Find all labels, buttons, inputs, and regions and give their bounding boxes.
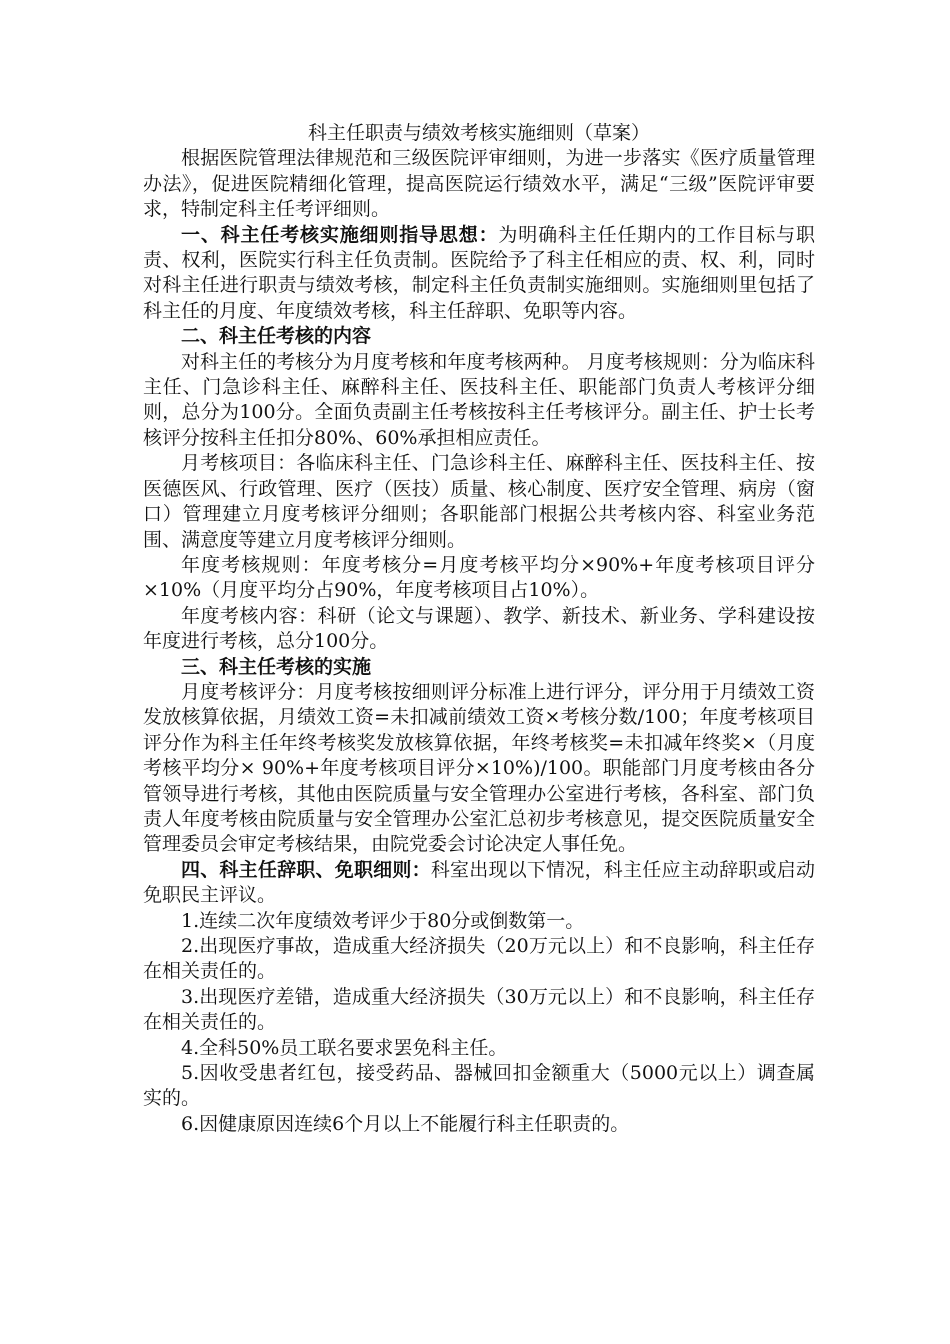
section1-body: 为明确科主任任期内的工作目标与职责、权利，医院实行科主任负责制。医院给予了科主任相应的责、权、利，同时对科主任进行职责与绩效考核，制定科主任负责制实施细则。实施细则里包括了科主任的月度、年度绩效考核，科主任辞职、免职等内容。	[143, 223, 815, 322]
section1-paragraph	[143, 223, 815, 325]
document-body	[143, 121, 815, 1137]
list-item: 3.出现医疗差错，造成重大经济损失（30万元以上）和不良影响，科主任存在相关责任的。	[143, 985, 815, 1034]
section4-paragraph	[143, 858, 815, 909]
section3-paragraph-1: 月度考核评分：月度考核按细则评分标准上进行评分，评分用于月绩效工资发放核算依据，月绩效工资=未扣减前绩效工资×考核分数/100；年度考核项目评分作为科主任年终考核奖发放核算依据，年终考核奖=未扣减年终奖×（月度考核平均分× 90%+年度考核项目评分×10%)/100。职能部门月度考核由各分管领导进行考核，其他由医院质量与安全管理办公室进行考核，各科室、部门负责人年度考核由院质量与安全管理办公室汇总初步考核意见，提交医院质量安全管理委员会审定考核结果，由院党委会讨论决定人事任免。	[143, 680, 815, 856]
list-item: 4.全科50%员工联名要求罢免科主任。	[181, 1036, 508, 1059]
list-item: 5.因收受患者红包，接受药品、器械回扣金额重大（5000元以上）调查属实的。	[143, 1062, 815, 1110]
list-item: 2.出现医疗事故，造成重大经济损失（20万元以上）和不良影响，科主任存在相关责任的。	[143, 935, 815, 983]
section4-body: 科室出现以下情况，科主任应主动辞职或启动免职民主评议。	[143, 858, 815, 907]
list-item: 6.因健康原因连续6个月以上不能履行科主任职责的。	[181, 1112, 630, 1135]
intro-paragraph: 根据医院管理法律规范和三级医院评审细则，为进一步落实《医疗质量管理办法》，促进医院精细化管理，提高医院运行绩效水平，满足“三级”医院评审要求，特制定科主任考评细则。	[143, 147, 815, 221]
document-title: 科主任职责与绩效考核实施细则（草案）	[307, 122, 650, 144]
section2-paragraph-3: 年度考核规则：年度考核分=月度考核平均分×90%+年度考核项目评分×10%（月度平均分占90%，年度考核项目占10%）。	[143, 553, 815, 602]
section2-heading: 二、科主任考核的内容	[181, 325, 372, 348]
section2-paragraph-1: 对科主任的考核分为月度考核和年度考核两种。 月度考核规则：分为临床科主任、门急诊科主任、麻醉科主任、医技科主任、职能部门负责人考核评分细则，总分为100分。全面负责副主任考核按科主任考核评分。副主任、护士长考核评分按科主任扣分80%、60%承担相应责任。	[143, 350, 815, 449]
section2-paragraph-4: 年度考核内容：科研（论文与课题）、教学、新技术、新业务、学科建设按年度进行考核，总分100分。	[143, 604, 815, 653]
section1-heading: 一、科主任考核实施细则指导思想：	[181, 223, 499, 246]
list-item: 1.连续二次年度绩效考评少于80分或倒数第一。	[181, 909, 585, 932]
section2-paragraph-2: 月考核项目：各临床科主任、门急诊科主任、麻醉科主任、医技科主任、按医德医风、行政管理、医疗（医技）质量、核心制度、医疗安全管理、病房（窗口）管理建立月度考核评分细则；各职能部门根据公共考核内容、科室业务范围、满意度等建立月度考核评分细则。	[143, 452, 815, 551]
section3-heading: 三、科主任考核的实施	[181, 655, 372, 678]
section4-heading: 四、科主任辞职、免职细则：	[181, 858, 431, 881]
